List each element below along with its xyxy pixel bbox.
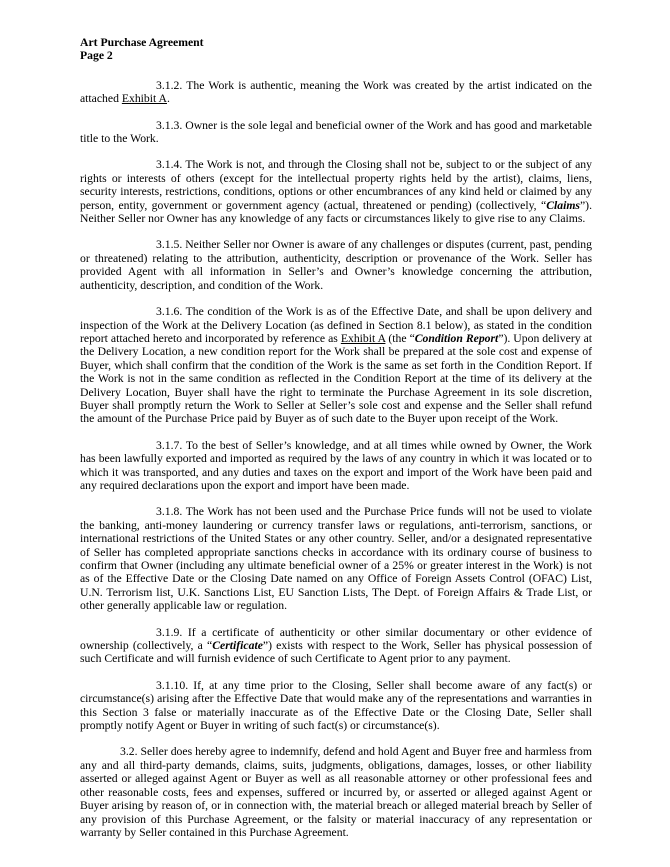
text-segment: (the “: [385, 331, 415, 345]
defined-term: Certificate: [212, 639, 263, 653]
paragraph: [80, 158, 592, 225]
paragraph: [80, 79, 592, 106]
page-number: Page 2: [80, 49, 113, 63]
text-segment: .: [167, 92, 170, 106]
text-segment: 3.1.5. Neither Seller nor Owner is aware of any challenges or disputes (current, past, pending or threatened) relating to the attribution, authenticity, description or provenance of the Work. Seller has provided Agent with all information in Seller’s and Owner’s knowledge concerning the attribution, authenticity, description, and condition of the Work.: [80, 238, 592, 292]
text-segment: 3.1.6. The condition of the Work is as of the Effective Date, and shall be upon delivery and inspection of the Work at the Delivery Location (as defined in Section 8.1 below), as stated in the condition report attached hereto and incorporated by reference as: [80, 305, 592, 345]
document-title: Art Purchase Agreement: [80, 36, 204, 49]
paragraph: [80, 439, 592, 493]
paragraph: [80, 119, 592, 146]
paragraph: [80, 679, 592, 733]
text-segment: 3.1.4. The Work is not, and through the Closing shall not be, subject to or the subject of any rights or interests of others (except for the intellectual property rights held by the artist), claims, liens, security interests, restrictions, conditions, options or other encumbrances of any kind held or claimed by any person, entity, government or government agency (actual, threatened or pending) (collectively, “: [80, 158, 592, 212]
text-segment: 3.2. Seller does hereby agree to indemnify, defend and hold Agent and Buyer free and harmless from any and all third-party demands, claims, suits, judgments, obligations, damages, losses, or other liability asserted or alleged against Agent or Buyer as well as all reasonable attorney or other professional fees and other reasonable costs, fees and expenses, suffered or incurred by, or asserted or alleged against Agent or Buyer arising by reason of, or in connection with, the material breach or alleged material breach by Seller of any provision of this Purchase Agreement, or the falsity or material inaccuracy of any representation or warranty by Seller contained in this Purchase Agreement.: [80, 745, 592, 839]
exhibit-reference: Exhibit A: [340, 331, 386, 345]
paragraph: [80, 626, 592, 666]
text-segment: 3.1.9. If a certificate of authenticity or other similar documentary or other evidence of ownership (collectively, a “: [80, 625, 592, 653]
text-segment: 3.1.7. To the best of Seller’s knowledge, and at all times while owned by Owner, the Work has been lawfully exported and imported as required by the laws of any country in which it was located or to which it was transported, and any duties and taxes on the export and import of the Work have been paid and any required declarations upon the export and import have been made.: [80, 438, 592, 492]
paragraph: [80, 305, 592, 426]
text-segment: ”). Neither Seller nor Owner has any knowledge of any facts or circumstances likely to give rise to any Claims.: [80, 198, 592, 226]
paragraph: [80, 745, 592, 839]
document-body: [80, 79, 592, 840]
exhibit-reference: Exhibit A: [121, 92, 167, 106]
document-header: [80, 36, 592, 63]
text-segment: ”) exists with respect to the Work, Seller has physical possession of such Certificate and will furnish evidence of such Certificate to Agent prior to any payment.: [80, 639, 592, 666]
defined-term: Claims: [546, 198, 580, 212]
defined-term: Condition Report: [414, 331, 499, 345]
text-segment: 3.1.3. Owner is the sole legal and beneficial owner of the Work and has good and marketable title to the Work.: [80, 118, 592, 146]
text-segment: 3.1.10. If, at any time prior to the Closing, Seller shall become aware of any fact(s) or circumstance(s) arising after the Effective Date that would make any of the representations and warranties in this Section 3 false or materially inaccurate as of the Effective Date or the Closing Date, Seller shall promptly notify Agent or Buyer in writing of such fact(s) or circumstance(s).: [80, 678, 592, 733]
text-segment: 3.1.2. The Work is authentic, meaning the Work was created by the artist indicated on the attached: [80, 78, 592, 106]
paragraph: [80, 505, 592, 612]
text-segment: ”). Upon delivery at the Delivery Location, a new condition report for the Work shall be prepared at the sole cost and expense of Buyer, which shall confirm that the condition of the Work is the same as set forth in the Condition Report. If the Work is not in the same condition as reflected in the Condition Report at the time of its delivery at the Delivery Location, Buyer shall have the right to terminate the Purchase Agreement in its sole discretion, Buyer shall promptly return the Work to Seller at Seller’s sole cost and expense and the Seller shall refund the amount of the Purchase Price paid by Buyer as of such date to the Buyer upon receipt of the Work.: [80, 331, 593, 426]
text-segment: 3.1.8. The Work has not been used and the Purchase Price funds will not be used to violate the banking, anti-money laundering or currency transfer laws or regulations, anti-terrorism, sanctions, or international restrictions of the United States or any other country. Seller, and/or a designated representative of Seller has completed appropriate sanctions checks in accordance with its ordinary course of business to confirm that Owner (including any ultimate beneficial owner of a 25% or greater interest in the Work) is not as of the Effective Date or the Closing Date named on any Office of Foreign Assets Control (OFAC) List, U.N. Terrorism list, U.K. Sanctions List, EU Sanction Lists, The Dept. of Foreign Affairs & Trade List, or other generally applicable law or regulation.: [80, 505, 592, 613]
paragraph: [80, 238, 592, 292]
